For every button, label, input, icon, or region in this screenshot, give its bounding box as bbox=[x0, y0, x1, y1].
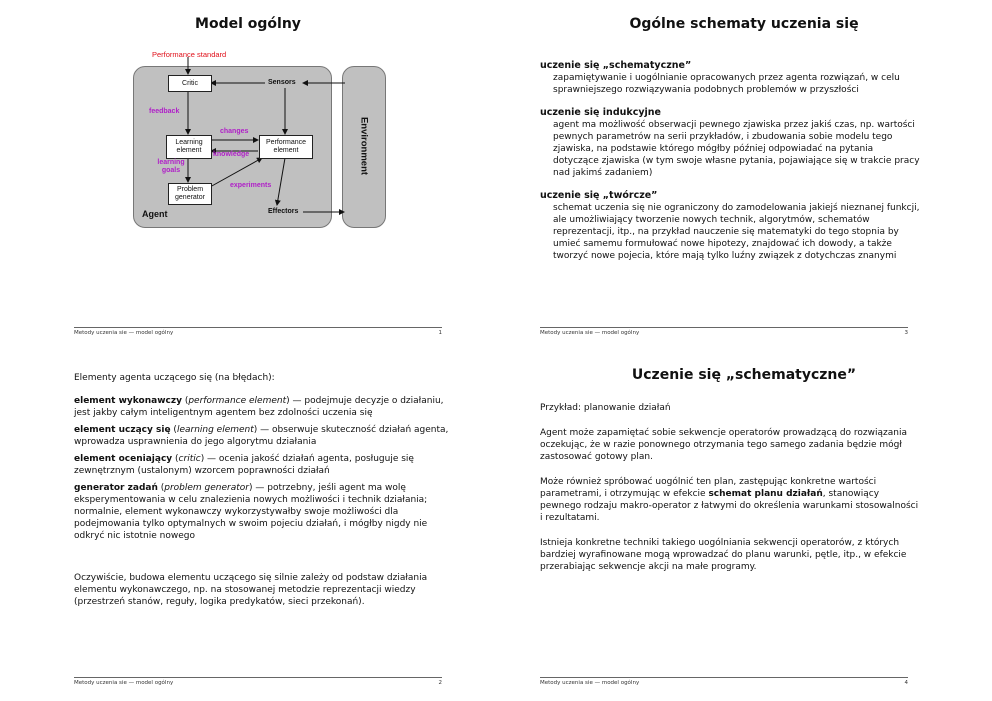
feedback-label: feedback bbox=[149, 108, 180, 115]
element-term: element uczący się bbox=[74, 425, 171, 435]
element-description: ) — podejmuje decyzje o działaniu, jest jakby całym inteligentnym agentem bez zdolności uczenia się bbox=[74, 396, 444, 418]
effectors-label: Effectors bbox=[268, 208, 299, 215]
slide-3 bbox=[496, 0, 992, 350]
paren: ( bbox=[157, 483, 165, 493]
page-number: 4 bbox=[904, 680, 908, 686]
critic-box: Critic bbox=[168, 75, 212, 92]
environment-label: Environment bbox=[358, 116, 370, 176]
paren: ( bbox=[172, 454, 179, 464]
example-line: Przykład: planowanie działań bbox=[540, 403, 671, 413]
paren: ( bbox=[170, 425, 177, 435]
highlight-term: schemat planu działań bbox=[708, 489, 823, 499]
paragraph: Agent może zapamiętać sobie sekwencje operatorów prowadzącą do rozwiązania oczekując, że w razie ponownego otrzymania tego samego zadania będzie mógł zastosować gotowy plan. bbox=[540, 428, 907, 462]
page-number: 1 bbox=[438, 330, 442, 336]
element-description: ) — potrzebny, jeśli agent ma wolę eksperymentowania w celu znalezienia nowych możliwości i technik działania; normalnie, element wykonawczy wykorzystywałby swoje możliwości dla podejmowania tylko optymalnych w swoim pojeciu działań, i mógłby nigdy nie odkryć nic istotnie nowego bbox=[74, 483, 428, 541]
element-term: element oceniający bbox=[74, 454, 173, 464]
footer-text: Metody uczenia sie — model ogólny bbox=[74, 680, 174, 686]
performance-standard-label: Performance standard bbox=[152, 50, 227, 59]
closing-text: Oczywiście, budowa elementu uczącego się silnie zależy od podstaw działania elementu wykonawczego, np. na stosowanej metodzie reprezentacji wiedzy (przestrzeń stanów, reguły, logika predykatów, sieci przekonań). bbox=[74, 573, 428, 607]
footer-text: Metody uczenia sie — model ogólny bbox=[74, 330, 174, 336]
scheme-body: zapamiętywanie i uogólnianie opracowanych przez agenta rozwiązań, w celu sprawniejszego rozwiązywania podobnych problemów w przyszłości bbox=[553, 73, 900, 95]
slide-title: Ogólne schematy uczenia się bbox=[629, 16, 859, 32]
agent-elements bbox=[74, 372, 454, 617]
scheme-body: agent ma możliwość obserwacji pewnego zjawiska przez jakiś czas, np. wartości pewnych parametrów na serii przykładów, i zbudowania sobie modelu tego zjawiska, na podstawie którego mógłby później odpowiadać na pytania dotyczące zjawiska (w tym swoje własne pytania, pojawiające się w trakcie pracy nad jakimś zadaniem) bbox=[553, 120, 920, 178]
element-description: ) — obserwuje skuteczność działań agenta, wprowadza usprawnienia do jego algorytmu działania bbox=[74, 425, 449, 447]
knowledge-label: knowledge bbox=[213, 151, 250, 158]
paragraph-text: , stanowiący pewnego rodzaju makro-operator z łatwymi do określenia warunkami stosowalności i rezultatami. bbox=[540, 489, 919, 523]
page-number: 3 bbox=[904, 330, 908, 336]
paren: ( bbox=[181, 396, 189, 406]
slide-1 bbox=[0, 0, 496, 350]
paragraph bbox=[540, 476, 920, 524]
slide-2 bbox=[0, 350, 496, 700]
scheme-body: schemat uczenia się nie ograniczony do zamodelowania jakiejś nieznanej funkcji, ale umożliwiający tworzenie nowych technik, algorytmów, schematów reprezentacji, itp., na przykład nauczenie się matematyki do tego stopnia by umieć samemu formułować nowe hipotezy, znajdować ich dowody, a także tworzyć nowe pojecia, które mają tylko luźny związek z dotychczas znanymi bbox=[553, 203, 920, 261]
scheme-heading: uczenie się „twórcze” bbox=[540, 190, 658, 201]
element-item bbox=[74, 453, 454, 477]
slide-4 bbox=[496, 350, 992, 700]
footer-text: Metody uczenia sie — model ogólny bbox=[540, 680, 640, 686]
scheme-heading: uczenie się „schematyczne” bbox=[540, 60, 692, 71]
element-item bbox=[74, 482, 454, 542]
paragraph: Istnieja konkretne techniki takiego uogólniania sekwencji operatorów, z których bardziej wyrafinowane mogą wprowadzać do planu warunki, pętle, itp., w efekcie przerabiając sekwencje akcji na małe programy. bbox=[540, 538, 907, 572]
problem-generator-box: Problem generator bbox=[168, 183, 212, 205]
learning-element-box: Learning element bbox=[166, 135, 212, 159]
scheme-section bbox=[540, 60, 920, 96]
element-description: ) — ocenia jakość działań agenta, posługuje się zewnętrznym (ustalonym) wzorcem poprawności działań bbox=[74, 454, 414, 476]
element-english: problem generator bbox=[164, 483, 249, 493]
slide-footer bbox=[74, 677, 442, 686]
element-english: critic bbox=[178, 454, 201, 464]
intro-text: Elementy agenta uczącego się (na błędach): bbox=[74, 373, 275, 383]
slide-footer bbox=[540, 677, 908, 686]
schematic-learning-body bbox=[540, 402, 920, 582]
slide-footer bbox=[74, 327, 442, 336]
learning-goals-label: learning goals bbox=[157, 159, 185, 174]
footer-text: Metody uczenia sie — model ogólny bbox=[540, 330, 640, 336]
agent-diagram-arrows bbox=[0, 0, 496, 350]
element-english: performance element bbox=[188, 396, 287, 406]
paragraph-text: Może również spróbować uogólnić ten plan, zastępując konkretne wartości parametrami, i otrzymując w efekcie bbox=[540, 477, 877, 499]
experiments-label: experiments bbox=[230, 182, 272, 189]
element-term: generator zadań bbox=[74, 483, 158, 493]
slide-title: Uczenie się „schematyczne” bbox=[631, 367, 857, 383]
slide-title: Model ogólny bbox=[195, 16, 301, 32]
scheme-heading: uczenie się indukcyjne bbox=[540, 107, 661, 118]
sensors-label: Sensors bbox=[268, 79, 296, 86]
performance-element-box: Performance element bbox=[259, 135, 313, 159]
page-number: 2 bbox=[438, 680, 442, 686]
agent-label: Agent bbox=[142, 209, 168, 219]
element-item bbox=[74, 424, 454, 448]
element-item bbox=[74, 395, 454, 419]
element-english: learning element bbox=[176, 425, 254, 435]
changes-label: changes bbox=[220, 128, 249, 135]
scheme-section bbox=[540, 107, 920, 179]
scheme-section bbox=[540, 190, 920, 262]
schemes-list bbox=[540, 60, 920, 262]
slide-footer bbox=[540, 327, 908, 336]
element-term: element wykonawczy bbox=[74, 396, 182, 406]
